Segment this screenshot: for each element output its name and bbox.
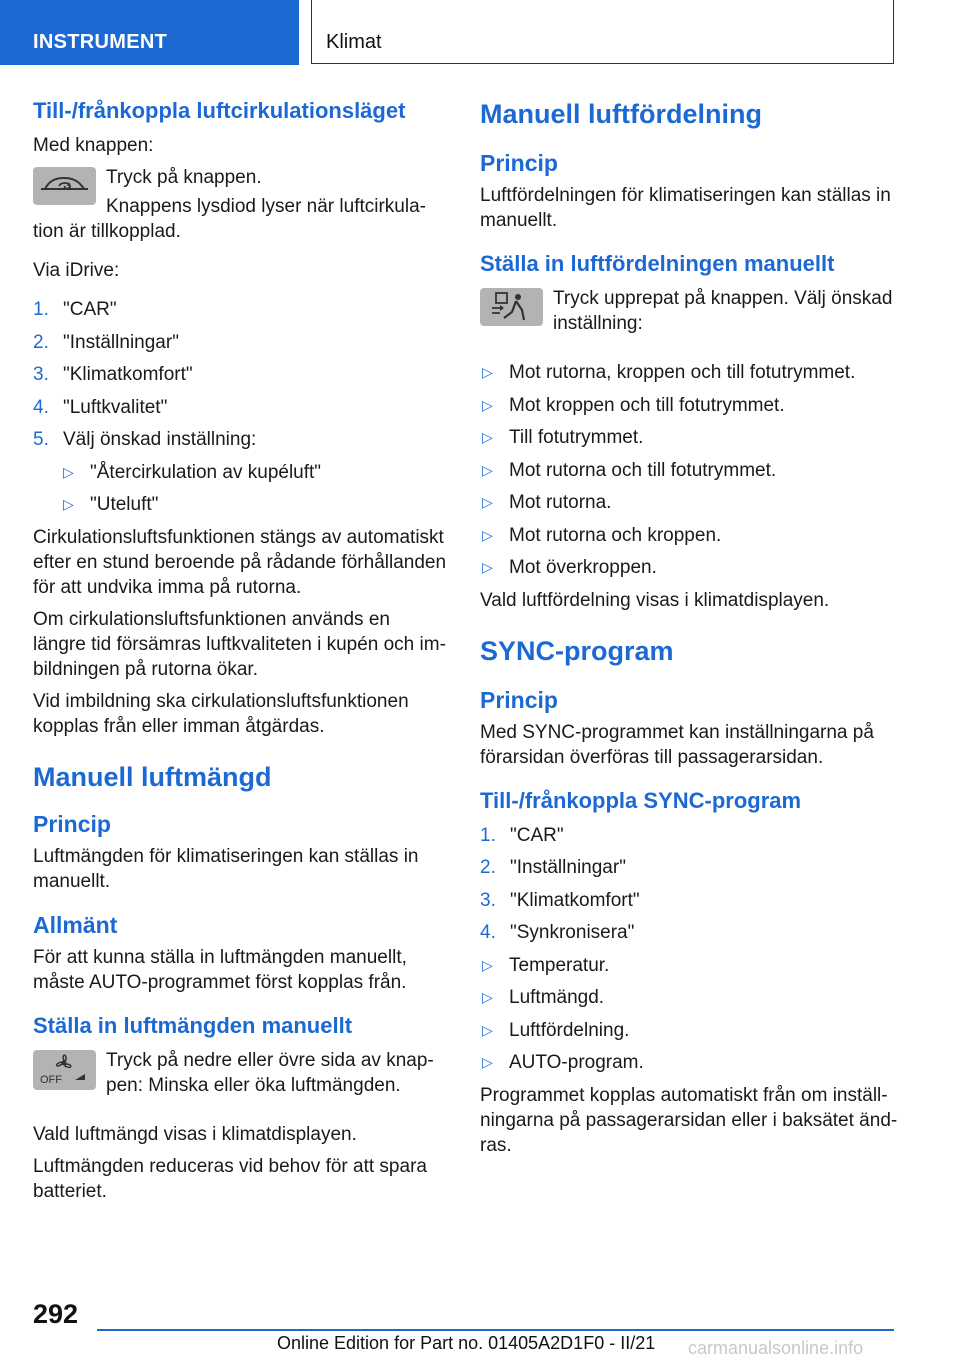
sync-toggle-heading: Till-/frånkoppla SYNC-program [480,787,802,813]
airflow-heading: Manuell luftmängd [33,761,272,792]
list-item: ▷ Mot rutorna och till fotutrymmet. [482,459,777,481]
idrive-steps [33,297,448,452]
section-tab [0,0,299,65]
paragraph: Cirkulationsluftsfunktionen stängs av automatiskt efter en stund beroende på rådande förhållanden för att undvika imma på rutorna. [33,526,447,598]
set-distribution-text: Tryck upprepat på knappen. Välj önskad inställning: [553,288,893,334]
list-item: 3. "Klimatkomfort" [33,364,193,385]
press-button-text: Tryck på knappen. [106,167,262,188]
list-item: ▷ Mot rutorna och kroppen. [482,524,722,546]
paragraph: Med SYNC-programmet kan inställningarna på förarsidan överföras till passagerarsidan. [480,721,874,768]
left-column [33,96,448,1211]
list-item: 3. "Klimatkomfort" [480,889,640,911]
with-button-text: Med knappen: [33,135,154,156]
distribution-heading: Manuell luftfördelning [480,99,762,129]
triangle-bullet-icon: ▷ [482,526,493,543]
air-distribution-button-icon [480,288,543,326]
sync-heading: SYNC-program [480,635,674,666]
triangle-bullet-icon: ▷ [482,956,493,973]
footer-divider [97,1329,894,1331]
set-airflow-text: Tryck på nedre eller övre sida av knappen: Minska eller öka luftmängden. [106,1049,434,1096]
list-item: ▷ Luftfördelning. [482,1019,630,1041]
watermark: carmanualsonline.info [688,1338,864,1358]
list-item: ▷ Mot överkroppen. [482,557,657,578]
paragraph: Programmet kopplas automatiskt från om inställningarna på passagerarsidan eller i baksätet ändras. [480,1084,898,1156]
recirculation-options [33,460,448,518]
distribution-instruction [480,286,898,346]
list-item: ▷ "Återcirkulation av kupéluft" [63,461,322,483]
triangle-bullet-icon: ▷ [63,463,74,480]
triangle-bullet-icon: ▷ [63,496,74,512]
list-item: 2. "Inställningar" [480,857,626,878]
general-heading: Allmänt [33,911,118,938]
right-column [480,96,898,1165]
list-item: 5. Välj önskad inställning: [33,429,257,450]
distribution-options [480,360,898,580]
list-item: ▷ Till fotutrymmet. [482,427,644,448]
edition-text: Online Edition for Part no. 01405A2D1F0 - II/21 [277,1333,656,1353]
via-idrive-text: Via iDrive: [33,260,120,281]
paragraph: Luftfördelningen för klimatiseringen kan ställas in manuellt. [480,185,891,231]
fan-off-label: OFF [40,1073,62,1086]
list-item: ▷ Temperatur. [482,954,610,976]
triangle-bullet-icon: ▷ [482,559,493,575]
list-item: ▷ Mot rutorna. [482,492,612,513]
list-item: ▷ "Uteluft" [63,494,159,515]
principle-heading: Princip [33,810,111,837]
recirculation-heading: Till-/frånkoppla luftcirkulationsläget [33,98,406,123]
list-item: ▷ Luftmängd. [482,987,605,1008]
paragraph: Luftmängden för klimatiseringen kan ställas in manuellt. [33,845,419,892]
list-item: ▷ AUTO-program. [482,1052,644,1073]
fan-button-icon [33,1050,96,1090]
list-item: 4. "Synkronisera" [480,922,635,943]
triangle-bullet-icon: ▷ [482,1021,493,1038]
triangle-bullet-icon: ▷ [482,1054,493,1070]
paragraph: Vald luftmängd visas i klimatdisplayen. [33,1123,357,1145]
section-title: INSTRUMENT [33,31,168,53]
sync-steps [480,823,898,946]
list-item: 4. "Luftkvalitet" [33,396,168,418]
paragraph: Vald luftfördelning visas i klimatdisplayen. [480,589,830,611]
triangle-bullet-icon: ▷ [482,461,493,478]
triangle-bullet-icon: ▷ [482,429,493,445]
paragraph: Vid imbildning ska cirkulationsluftsfunktionen kopplas från eller imman åtgärdas. [33,690,409,737]
list-item: 1. "CAR" [480,824,564,846]
principle-heading: Princip [480,686,558,713]
recirculation-button-icon [33,167,96,205]
paragraph: För att kunna ställa in luftmängden manuellt, måste AUTO-programmet först kopplas från. [33,946,407,993]
recirculation-instruction [33,165,448,244]
airflow-instruction [33,1048,448,1108]
set-distribution-heading: Ställa in luftfördelningen manuellt [480,251,835,276]
paragraph: Luftmängden reduceras vid behov för att spara batteriet. [33,1155,427,1202]
chapter-title: Klimat [326,31,382,53]
sync-options [480,953,898,1076]
triangle-bullet-icon: ▷ [482,364,493,380]
list-item: ▷ Mot rutorna, kroppen och till fotutrymmet. [482,362,856,383]
triangle-bullet-icon: ▷ [482,494,493,510]
chapter-tab [311,0,894,64]
triangle-bullet-icon: ▷ [482,396,493,413]
principle-heading: Princip [480,150,558,176]
list-item: ▷ Mot kroppen och till fotutrymmet. [482,394,785,416]
set-airflow-heading: Ställa in luftmängden manuellt [33,1012,353,1038]
list-item: 2. "Inställningar" [33,331,179,353]
triangle-bullet-icon: ▷ [482,989,493,1005]
led-text: Knappens lysdiod lyser när luftcirkulation är tillkopplad. [33,196,426,242]
list-item: 1. "CAR" [33,299,117,320]
page-number: 292 [33,1299,79,1329]
paragraph: Om cirkulationsluftsfunktionen används en längre tid försämras luftkvaliteten i kupén och imbildningen på rutorna ökar. [33,608,446,680]
